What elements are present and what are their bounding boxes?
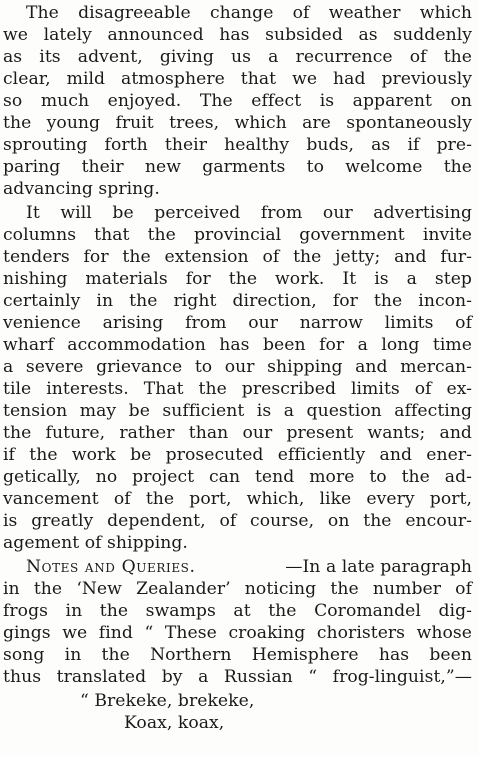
text-line: we lately announced has subsided as suddenly [3, 25, 472, 45]
verse-line: Koax, koax, [124, 713, 225, 733]
text-line: It will be perceived from our advertising [26, 203, 472, 223]
text-line: clear, mild atmosphere that we had previously [3, 69, 472, 89]
text-line: frogs in the swamps at the Coromandel dig- [3, 601, 472, 621]
text-line: nishing materials for the work. It is a step [3, 269, 472, 289]
text-line: The disagreeable change of weather which [26, 3, 472, 23]
text-line: vancement of the port, which, like every port, [3, 489, 472, 509]
text-fragment: —In a late paragraph [285, 557, 472, 577]
text-line: paring their new garments to welcome the [3, 157, 472, 177]
verse-line: “ Brekeke, brekeke, [80, 691, 255, 711]
text-line: is greatly dependent, of course, on the encour- [3, 511, 472, 531]
text-line: agement of shipping. [3, 533, 188, 553]
text-line [26, 556, 472, 578]
text-line: in the ‘New Zealander’ noticing the number of [3, 579, 472, 599]
text-line: the future, rather than our present wants; and [3, 423, 472, 443]
text-line: as its advent, giving us a recurrence of the [3, 47, 472, 67]
text-line: venience arising from our narrow limits of [3, 313, 472, 333]
text-line: thus translated by a Russian “ frog-linguist,”— [3, 667, 472, 687]
text-line: tension may be sufficient is a question affecting [3, 401, 472, 421]
text-line: certainly in the right direction, for the incon- [3, 291, 472, 311]
section-heading: Notes and Queries. [26, 557, 196, 577]
text-line: the young fruit trees, which are spontaneously [3, 113, 472, 133]
text-line: a severe grievance to our shipping and mercan- [3, 357, 472, 377]
text-line: song in the Northern Hemisphere has been [3, 645, 472, 665]
text-line: if the work be prosecuted efficiently and ener- [3, 445, 472, 465]
text-line: getically, no project can tend more to the ad- [3, 467, 472, 487]
text-line: sprouting forth their healthy buds, as if pre- [3, 135, 472, 155]
text-line: wharf accommodation has been for a long time [3, 335, 472, 355]
text-line: advancing spring. [3, 179, 160, 199]
text-line: so much enjoyed. The effect is apparent on [3, 91, 472, 111]
text-line: tile interests. That the prescribed limits of ex- [3, 379, 472, 399]
text-line: gings we find “ These croaking choristers whose [3, 623, 472, 643]
text-line: tenders for the extension of the jetty; and fur- [3, 247, 472, 267]
text-line: columns that the provincial government invite [3, 225, 472, 245]
